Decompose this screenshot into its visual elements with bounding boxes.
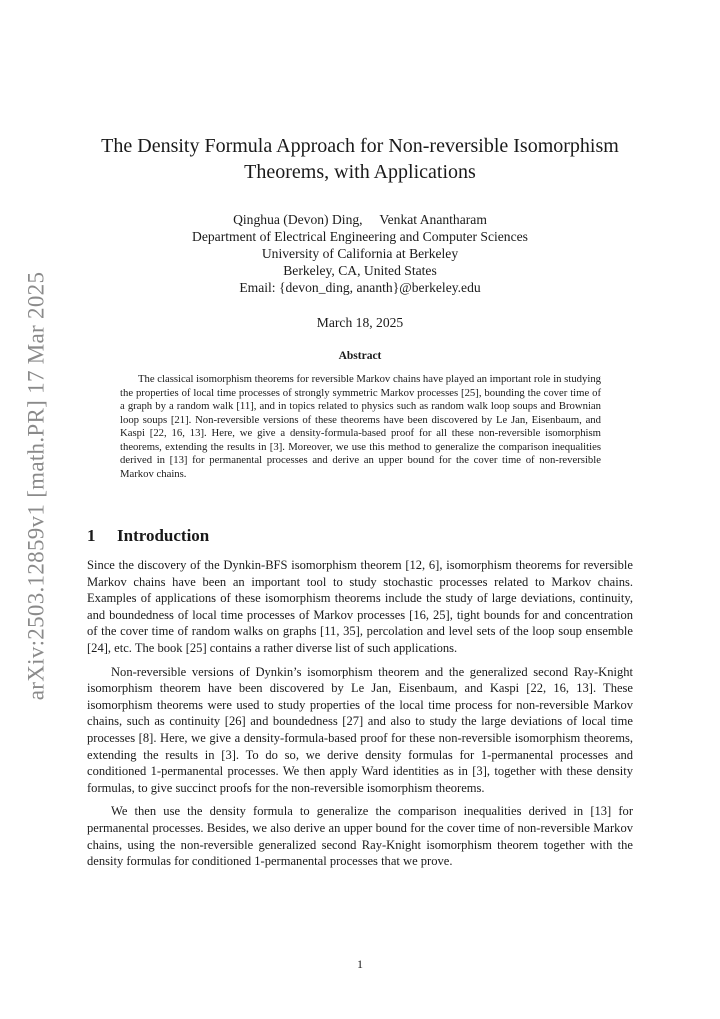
paper-title: The Density Formula Approach for Non-reversible Isomorphism Theorems, with Applications xyxy=(101,135,619,183)
author-university: University of California at Berkeley xyxy=(261,246,459,261)
arxiv-identifier-stamp xyxy=(16,258,56,714)
arxiv-identifier-text: arXiv:2503.12859v1 [math.PR] 17 Mar 2025 xyxy=(23,271,49,701)
body-paragraph: Non-reversible versions of Dynkin’s isomorphism theorem and the generalized second Ray-Knight isomorphism theorem have been discovered by Le Jan, Eisenbaum, and Kaspi [22, 16, 13]. These isomorphism theorems were used to study properties of the local time process for non-reversible Markov chains, such as continuity [26] and boundedness [27] and also to study the large deviations of local time processes [8]. Here, we give a density-formula-based proof for these non-reversible isomorphism theorems, extending the results in [3]. To do so, we derive density formulas for 1-permanental processes and conditioned 1-permanental processes. We then apply Ward identities as in [3], together with these density formulas, to give succinct proofs for the non-reversible isomorphism theorems. xyxy=(87,664,633,795)
section-heading xyxy=(87,526,633,546)
section-body xyxy=(87,557,633,877)
abstract-text: The classical isomorphism theorems for reversible Markov chains have played an important role in studying the properties of local time processes of strongly symmetric Markov processes [25], bounding the cover time of a graph by a random walk [11], and in topics related to physics such as random walk loop soups and Brownian loop soups [21]. Non-reversible versions of these theorems have been discovered by Le Jan, Eisenbaum, and Kaspi [22, 16, 13]. Here, we give a density-formula-based proof for all these non-reversible isomorphism theorems, extending the results in [3]. Moreover, we use this method to generalize the comparison inequalities derived in [13] for permanental processes and derive an upper bound for the cover time of non-reversible Markov chains. xyxy=(120,373,602,480)
author-location: Berkeley, CA, United States xyxy=(283,263,437,278)
author-names: Qinghua (Devon) Ding, Venkat Anantharam xyxy=(233,212,487,227)
body-paragraph: We then use the density formula to generalize the comparison inequalities derived in [13] for permanental processes. Besides, we also derive an upper bound for the cover time of non-reversible Markov chains, using the non-reversible generalized second Ray-Knight isomorphism theorem together with the density formulas for conditioned 1-permanental processes that we prove. xyxy=(87,804,633,869)
section-number: 1 xyxy=(87,526,96,545)
paper-date: March 18, 2025 xyxy=(316,315,404,330)
author-block xyxy=(100,211,620,296)
page-number: 1 xyxy=(357,957,363,971)
body-paragraph: Since the discovery of the Dynkin-BFS isomorphism theorem [12, 6], isomorphism theorems for reversible Markov chains have been an important tool to study stochastic processes related to Markov chains. Examples of applications of these isomorphism theorems include the study of large deviations, continuity, and boundedness of local time processes of Markov processes [16, 25], tight bounds for and concentration of the cover time of random walks on graphs [11, 35], percolation and level sets of the loop soup ensemble [24], etc. The book [25] contains a rather diverse list of such applications. xyxy=(87,558,633,655)
section-title: Introduction xyxy=(117,526,210,545)
author-email: Email: {devon_ding, ananth}@berkeley.edu xyxy=(239,280,481,295)
author-department: Department of Electrical Engineering and Computer Sciences xyxy=(192,229,528,244)
abstract-heading: Abstract xyxy=(338,350,382,362)
